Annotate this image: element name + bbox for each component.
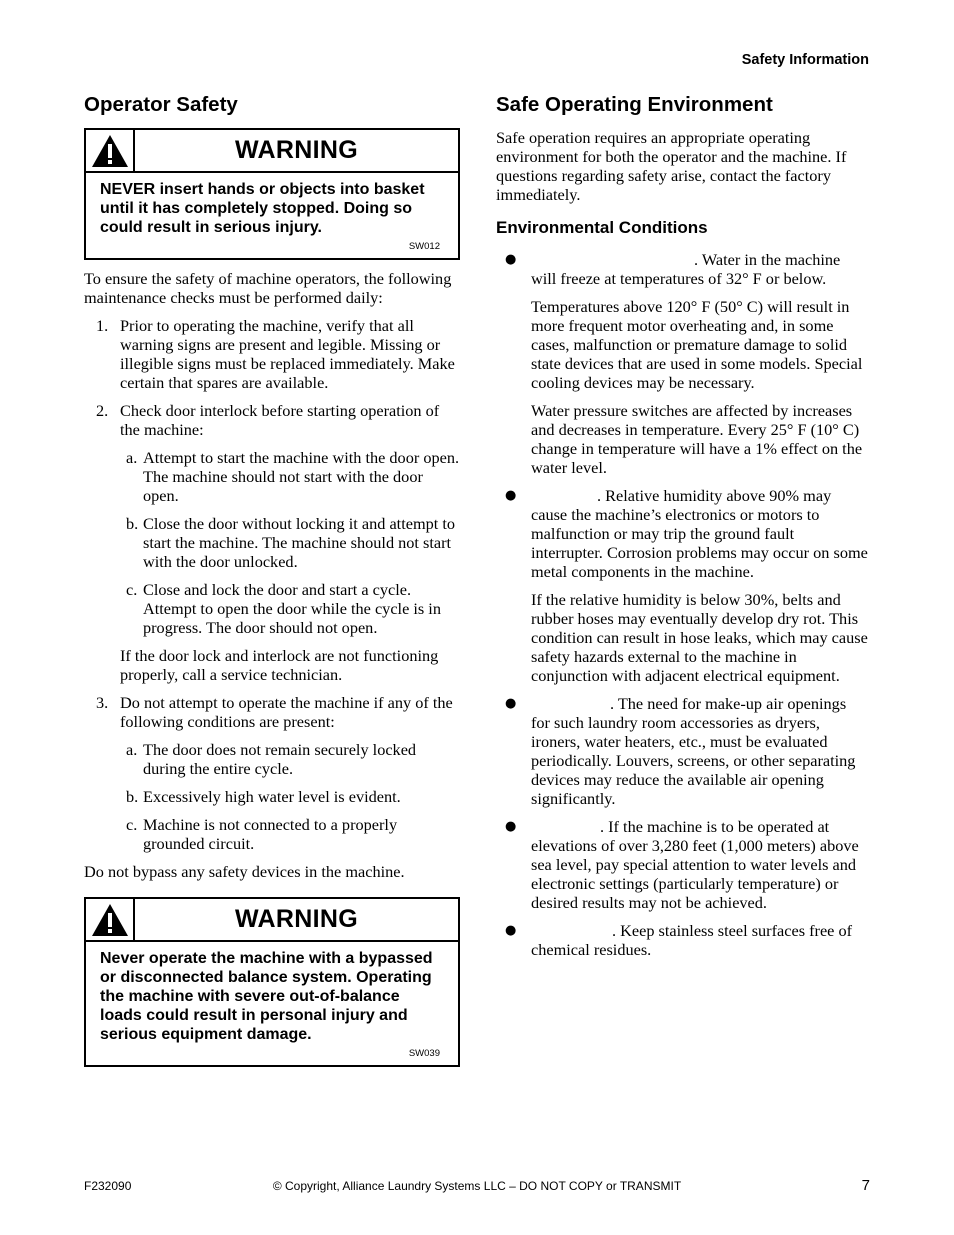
step-number: 1.: [96, 316, 109, 335]
warning-header: [86, 899, 458, 942]
closing-note: Do not bypass any safety devices in the machine.: [84, 862, 405, 881]
page-footer: [84, 1177, 870, 1197]
step-2: [84, 401, 460, 684]
bullet-temperature: [496, 250, 868, 477]
sub-letter: c.: [126, 580, 138, 599]
sub-item: [120, 787, 460, 806]
warning-box-sw012: [84, 128, 460, 260]
bullet-dot-icon: ●: [505, 923, 517, 938]
page-number: 7: [861, 1177, 870, 1194]
warning-header: [86, 130, 458, 173]
bullet-dot-icon: ●: [505, 696, 517, 711]
warning-triangle-icon: [86, 130, 135, 171]
sub-letter: a.: [126, 740, 138, 759]
bullet-para: Water pressure switches are affected by increases and decreases in temperature. Every 25° F (10° C) change in temperature will have a 1% effect on the water level.: [531, 401, 863, 477]
step-text: Prior to operating the machine, verify that all warning signs are present and legible. Missing or illegible signs must be replaced immediately. Make certain that spares are available.: [120, 316, 455, 392]
bullet-humidity: [496, 486, 868, 685]
left-column: [84, 92, 460, 1067]
sub-item: [120, 740, 460, 778]
bullet-corrosion: [496, 921, 868, 959]
sub-text: Close the door without locking it and attempt to start the machine. The machine should not start with the door unlocked.: [143, 514, 456, 571]
bullet-para: Temperatures above 120° F (50° C) will result in more frequent motor overheating and, in some cases, malfunction or premature damage to solid state devices that are used in some models. Special cooling devices may be necessary.: [531, 297, 863, 392]
sub-letter: a.: [126, 448, 138, 467]
sub-item: [120, 514, 460, 571]
bullet-lead: . Water in the machine will freeze at temperatures of 32° F or below.: [531, 250, 841, 288]
running-header: Safety Information: [741, 52, 869, 68]
sub-text: The door does not remain securely locked during the entire cycle.: [143, 740, 417, 778]
bullet-dot-icon: ●: [505, 819, 517, 834]
bullet-ventilation: [496, 694, 868, 808]
bullet-dot-icon: ●: [505, 252, 517, 267]
section-title-safe-operating-environment: Safe Operating Environment: [496, 93, 773, 116]
sub-text: Attempt to start the machine with the door open. The machine should not start with the door open.: [143, 448, 460, 505]
warning-code: SW012: [408, 241, 440, 252]
sub-item: [120, 580, 460, 637]
sub-letter: c.: [126, 815, 138, 834]
bullet-lead: . The need for make-up air openings for such laundry room accessories as dryers, ironers, water heaters, etc., must be evaluated periodically. Louvers, screens, or other separating devices may reduce the available air opening significantly.: [531, 694, 856, 808]
step-number: 3.: [96, 693, 109, 712]
section-title-operator-safety: Operator Safety: [84, 93, 238, 116]
sub-letter: b.: [126, 514, 139, 533]
operator-intro: To ensure the safety of machine operators, the following maintenance checks must be performed daily:: [84, 269, 452, 307]
warning-box-sw039: [84, 897, 460, 1067]
step-note: If the door lock and interlock are not functioning properly, call a service technician.: [120, 646, 439, 684]
step-text: Do not attempt to operate the machine if any of the following conditions are present:: [120, 693, 453, 731]
sub-text: Machine is not connected to a properly grounded circuit.: [143, 815, 398, 853]
warning-code: SW039: [408, 1048, 440, 1059]
document-number: F232090: [84, 1179, 132, 1193]
warning-title: WARNING: [235, 905, 358, 933]
sub-text: Excessively high water level is evident.: [143, 787, 401, 806]
step-1: [84, 316, 460, 392]
right-column: [496, 92, 868, 968]
step-text: Check door interlock before starting operation of the machine:: [120, 401, 440, 439]
copyright-notice: © Copyright, Alliance Laundry Systems LLC – DO NOT COPY or TRANSMIT: [272, 1179, 682, 1193]
bullet-para: If the relative humidity is below 30%, belts and rubber hoses may eventually develop dry rot. This condition can result in hose leaks, which may cause safety hazards external to the machine in conjunction with adjacent electrical equipment.: [531, 590, 868, 685]
warning-triangle-icon: [86, 899, 135, 940]
warning-text: Never operate the machine with a bypassed or disconnected balance system. Operating the machine with severe out-of-balance loads could result in personal injury and serious equipment damage.: [100, 950, 433, 1043]
bullet-lead: . Keep stainless steel surfaces free of chemical residues.: [531, 921, 853, 959]
bullet-lead: . If the machine is to be operated at elevations of over 3,280 feet (1,000 meters) above sea level, pay special attention to water levels and electronic settings (particularly temperature) or desired results may not be achieved.: [531, 817, 859, 912]
sub-letter: b.: [126, 787, 139, 806]
warning-title: WARNING: [235, 136, 358, 164]
step-number: 2.: [96, 401, 109, 420]
sub-item: [120, 448, 460, 505]
subsection-title-environmental-conditions: Environmental Conditions: [496, 218, 708, 237]
bullet-dot-icon: ●: [505, 488, 517, 503]
environment-intro: Safe operation requires an appropriate operating environment for both the operator and the machine. If questions regarding safety arise, contact the factory immediately.: [496, 128, 847, 204]
warning-text: NEVER insert hands or objects into basket until it has completely stopped. Doing so could result in serious injury.: [100, 181, 425, 236]
sub-item: [120, 815, 460, 853]
bullet-elevation: [496, 817, 868, 912]
sub-text: Close and lock the door and start a cycle. Attempt to open the door while the cycle is in progress. The door should not open.: [143, 580, 441, 637]
maintenance-steps: [84, 316, 460, 853]
step-3: [84, 693, 460, 853]
bullet-lead: . Relative humidity above 90% may cause the machine’s electronics or motors to malfunction or may trip the ground fault interrupter. Corrosion problems may occur on some metal components in the machine.: [531, 486, 868, 581]
